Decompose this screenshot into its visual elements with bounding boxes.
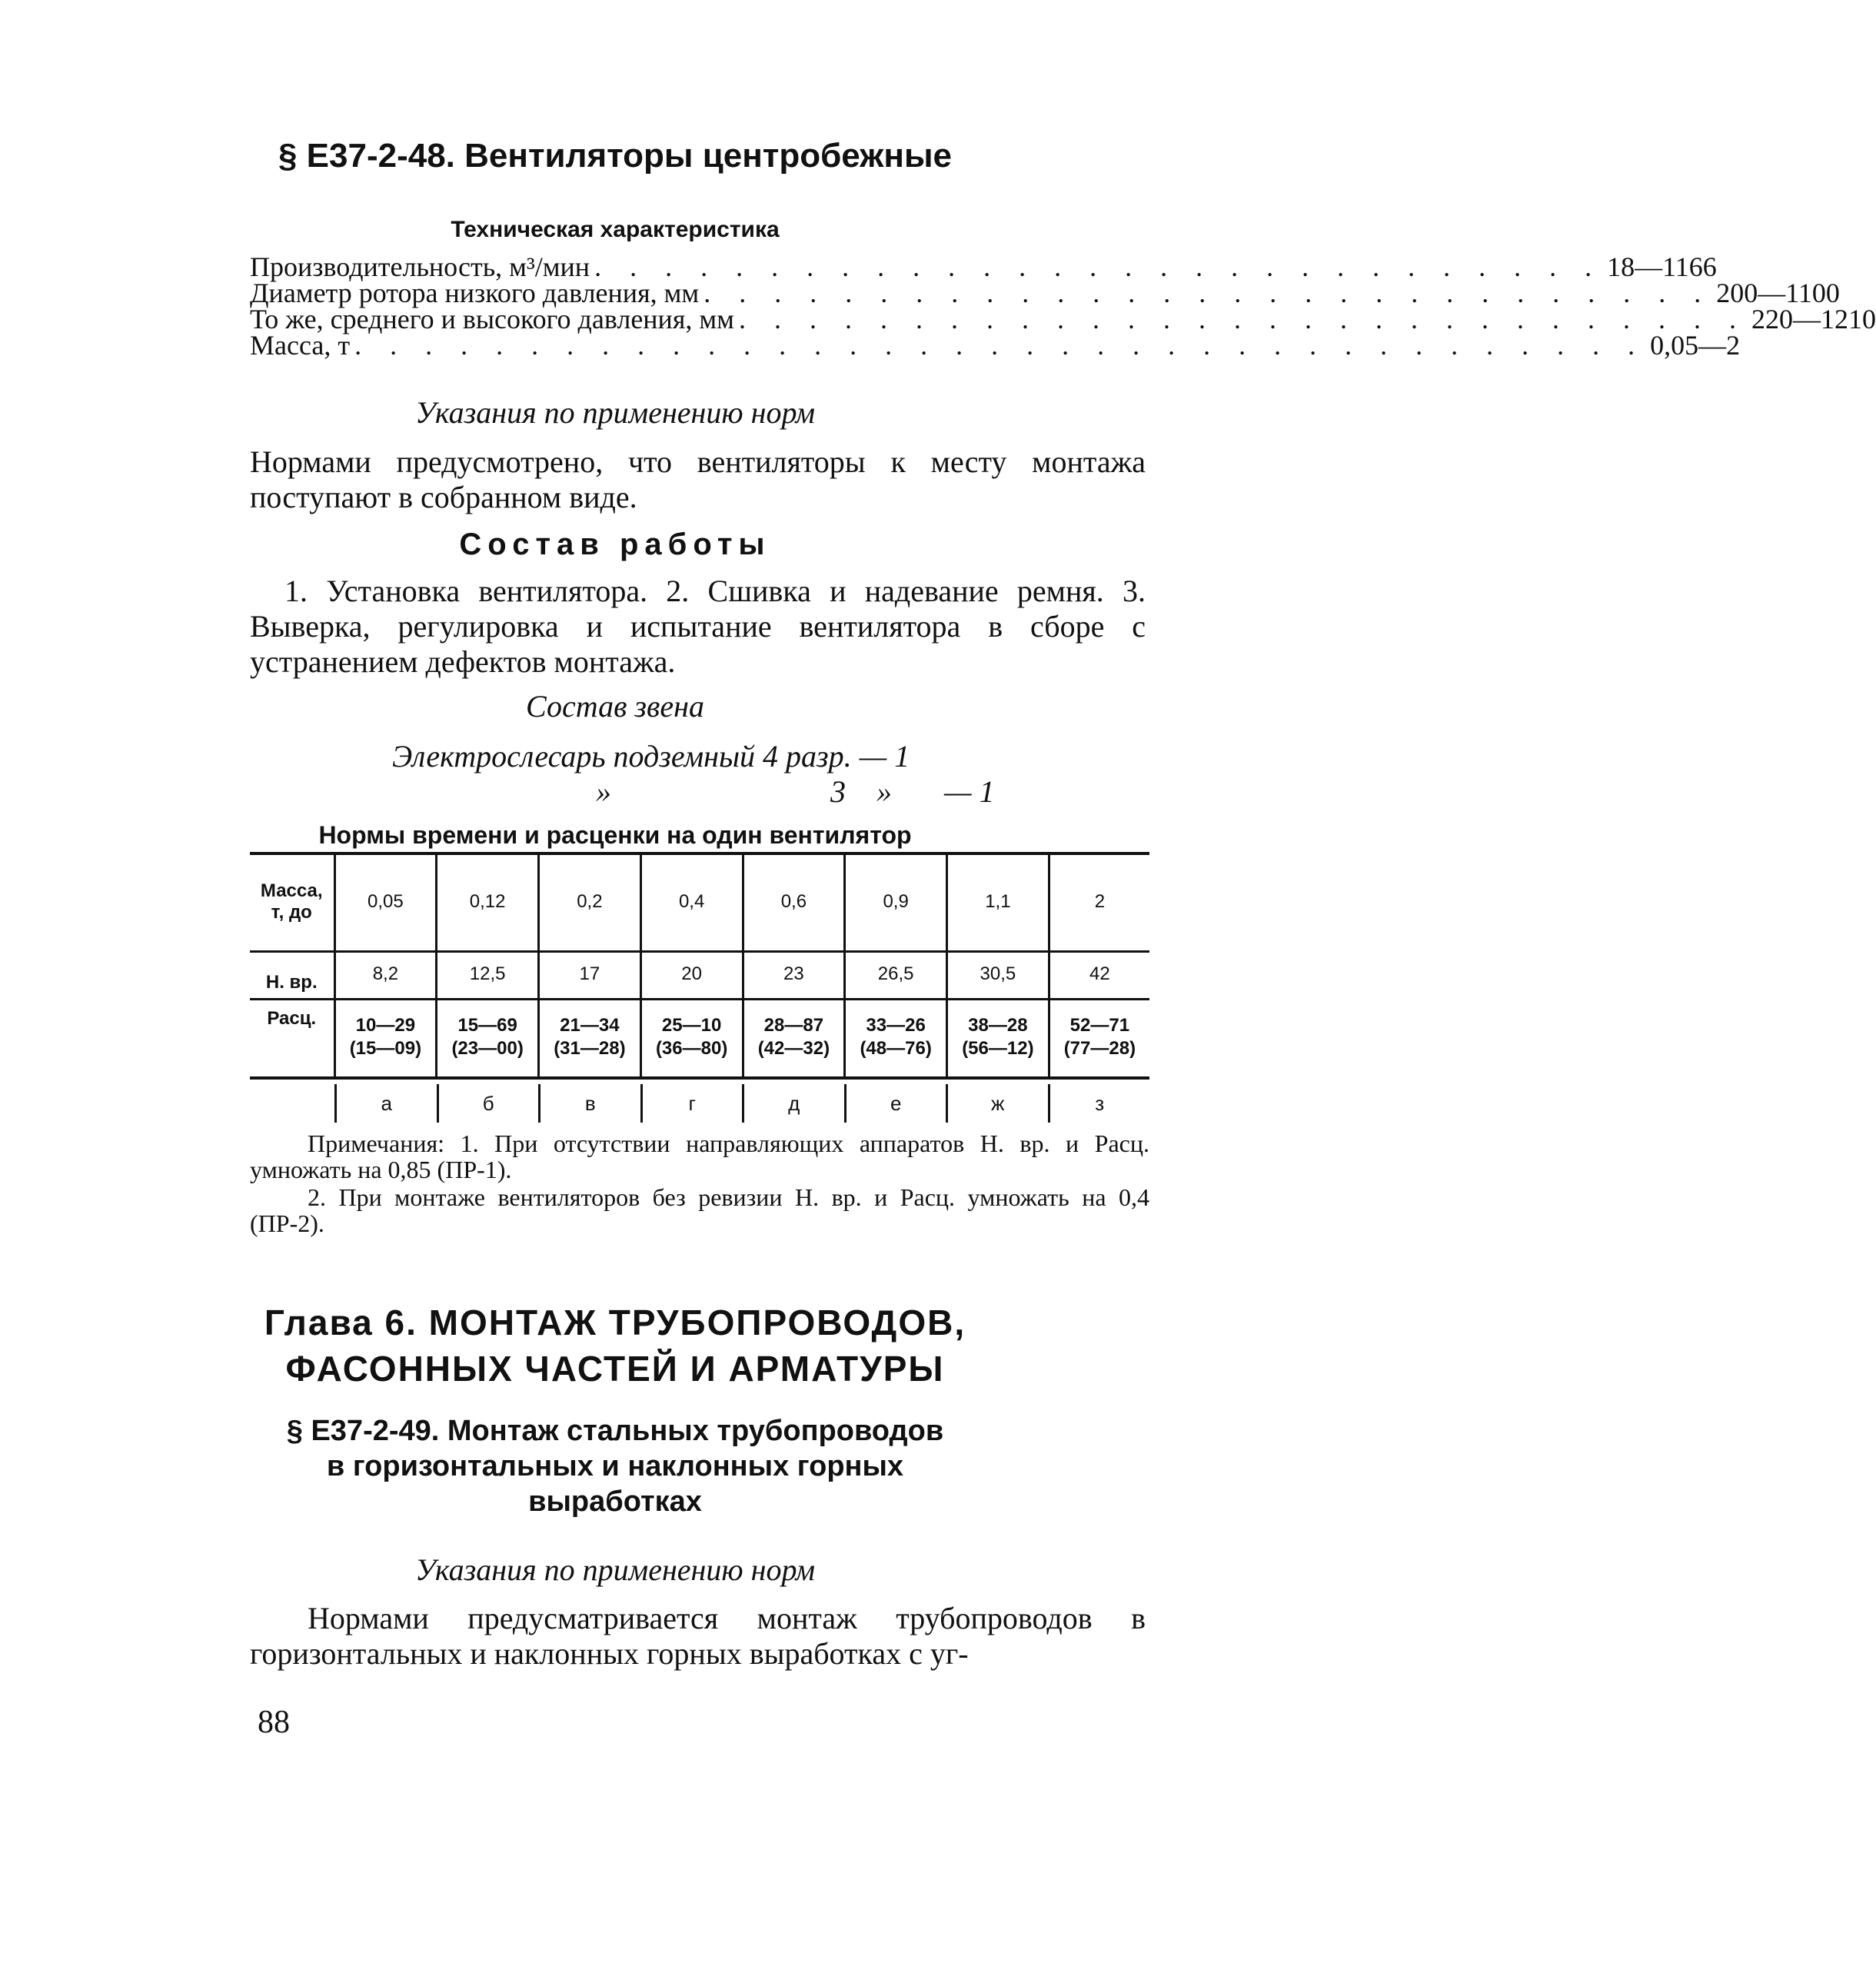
column-letters	[250, 1084, 1149, 1123]
mass-cell: 1,1	[947, 853, 1049, 950]
column-letter: б	[437, 1084, 539, 1123]
crew-heading: Состав звена	[525, 689, 704, 724]
mass-cell: 0,05	[334, 853, 437, 950]
rasc-value-alt: (42—32)	[757, 1038, 830, 1059]
spec-value: 220—1210	[1751, 304, 1876, 334]
spec-value: 18—1166	[1607, 251, 1717, 282]
rasc-value-alt: (48—76)	[860, 1038, 932, 1059]
rasc-value: 38—28	[968, 1015, 1028, 1036]
rasc-value: 10—29	[355, 1015, 416, 1036]
note-2: 2. При монтаже вентиляторов без ревизии Н. вр. и Расц. умножать на 0,4 (ПР-2).	[250, 1183, 1149, 1237]
mass-cell: 0,2	[539, 853, 641, 950]
spec-label: Масса, т	[250, 330, 351, 361]
table-row-hvr	[250, 950, 1149, 998]
rasc-cell	[1049, 998, 1149, 1076]
mass-cell: 0,9	[845, 853, 947, 950]
mass-cell: 0,6	[743, 853, 845, 950]
rasc-value-alt: (77—28)	[1063, 1038, 1136, 1059]
chapter-title-line-1: Глава 6. МОНТАЖ ТРУБОПРОВОДОВ,	[264, 1303, 966, 1342]
spec-value: 0,05—2	[1650, 330, 1741, 361]
mass-cell: 2	[1049, 853, 1149, 950]
rasc-cell	[539, 998, 641, 1076]
leader-dots: . . . . . . . . . . . . . . . . . . . . . . . . . . . . .	[594, 251, 1603, 282]
chapter-title-line-2: ФАСОННЫХ ЧАСТЕЙ И АРМАТУРЫ	[285, 1349, 945, 1389]
guidelines-2-text: Нормами предусматривается монтаж трубопроводов в горизонтальных и наклонных горных выработках с уг-	[250, 1601, 1146, 1671]
rasc-value: 25—10	[661, 1015, 722, 1036]
rasc-value: 28—87	[763, 1015, 824, 1036]
spec-label: Производительность, м³/мин	[250, 251, 590, 282]
rasc-cell	[845, 998, 947, 1076]
section-2-title-line-3: выработках	[528, 1486, 702, 1518]
leader-dots: . . . . . . . . . . . . . . . . . . . . . . . . . . . . . . . . . . . . .	[354, 330, 1646, 361]
mass-label: Масса,	[260, 880, 323, 901]
hvr-cell: 30,5	[947, 950, 1049, 998]
table-bottom-rule	[250, 1076, 1149, 1080]
spec-row	[250, 330, 1741, 361]
work-heading: Состав работы	[459, 527, 771, 561]
crew-line-2-count: — 1	[944, 774, 995, 809]
letters-spacer	[250, 1084, 334, 1123]
spec-row	[250, 278, 1840, 308]
hvr-cell: 26,5	[845, 950, 947, 998]
page-number: 88	[258, 1705, 290, 1740]
mass-cell: 0,12	[437, 853, 539, 950]
table-row-rasc	[250, 998, 1149, 1076]
column-letter: е	[844, 1084, 946, 1123]
column-letter: ж	[946, 1084, 1048, 1123]
column-letter: в	[538, 1084, 640, 1123]
table-title: Нормы времени и расценки на один вентилятор	[318, 821, 912, 849]
spec-row	[250, 304, 1876, 334]
guidelines-text: Нормами предусмотрено, что вентиляторы к месту монтажа поступают в собранном виде.	[250, 444, 1146, 514]
rasc-value-alt: (31—28)	[554, 1038, 626, 1059]
rasc-cell	[947, 998, 1049, 1076]
column-letter: г	[640, 1084, 743, 1123]
crew-line-2-mark: »	[596, 774, 611, 809]
leader-dots: . . . . . . . . . . . . . . . . . . . . . . . . . . . . .	[704, 278, 1712, 308]
column-letter: д	[742, 1084, 844, 1123]
tech-heading: Техническая характеристика	[451, 217, 780, 242]
section-2-title-line-2: в горизонтальных и наклонных горных	[326, 1450, 904, 1482]
crew-line-2-grade: 3	[830, 774, 846, 809]
spec-row	[250, 251, 1717, 282]
rasc-value: 21—34	[560, 1015, 620, 1036]
column-letter: а	[334, 1084, 437, 1123]
rasc-cell	[334, 998, 437, 1076]
spec-label: То же, среднего и высокого давления, мм	[250, 304, 734, 334]
rasc-value-alt: (36—80)	[655, 1038, 728, 1059]
rasc-value: 52—71	[1069, 1015, 1130, 1036]
spec-label: Диаметр ротора низкого давления, мм	[250, 278, 700, 308]
crew-line-2-mark2: »	[876, 774, 892, 809]
section-title: § Е37-2-48. Вентиляторы центробежные	[278, 137, 952, 175]
rasc-cell	[437, 998, 539, 1076]
rasc-value-alt: (15—09)	[349, 1038, 422, 1059]
spec-value: 200—1100	[1716, 278, 1840, 308]
rasc-label: Расц.	[267, 1008, 317, 1029]
hvr-label: Н. вр.	[265, 972, 318, 993]
hvr-cell: 8,2	[334, 950, 437, 998]
note-1: Примечания: 1. При отсутствии направляющих аппаратов Н. вр. и Расц. умножать на 0,85 (ПР-1).	[250, 1130, 1149, 1183]
section-2-title-line-1: § Е37-2-49. Монтаж стальных трубопроводов	[286, 1415, 944, 1447]
crew-line-1: Электрослесарь подземный 4 разр. — 1	[392, 739, 910, 774]
guidelines-2-heading: Указания по применению норм	[415, 1552, 815, 1587]
hvr-cell: 20	[640, 950, 743, 998]
leader-dots: . . . . . . . . . . . . . . . . . . . . . . . . . . . . .	[738, 304, 1747, 334]
table-row-mass	[250, 853, 1149, 950]
hvr-cell: 23	[743, 950, 845, 998]
rasc-value-alt: (23—00)	[451, 1038, 524, 1059]
mass-unit: т, до	[271, 902, 312, 923]
guidelines-heading: Указания по применению норм	[415, 395, 815, 430]
column-letter: з	[1048, 1084, 1150, 1123]
rasc-cell	[743, 998, 845, 1076]
work-text: 1. Установка вентилятора. 2. Сшивка и надевание ремня. 3. Выверка, регулировка и испытание вентилятора в сборе с устранением дефектов монтажа.	[250, 574, 1146, 679]
hvr-cell: 17	[539, 950, 641, 998]
norms-table	[250, 853, 1149, 1076]
mass-header	[250, 853, 334, 950]
rasc-value-alt: (56—12)	[962, 1038, 1034, 1059]
hvr-cell: 12,5	[437, 950, 539, 998]
rasc-value: 15—69	[457, 1015, 517, 1036]
mass-cell: 0,4	[640, 853, 743, 950]
spec-list	[250, 251, 1876, 361]
hvr-cell: 42	[1049, 950, 1149, 998]
rasc-value: 33—26	[866, 1015, 926, 1036]
rasc-cell	[640, 998, 743, 1076]
